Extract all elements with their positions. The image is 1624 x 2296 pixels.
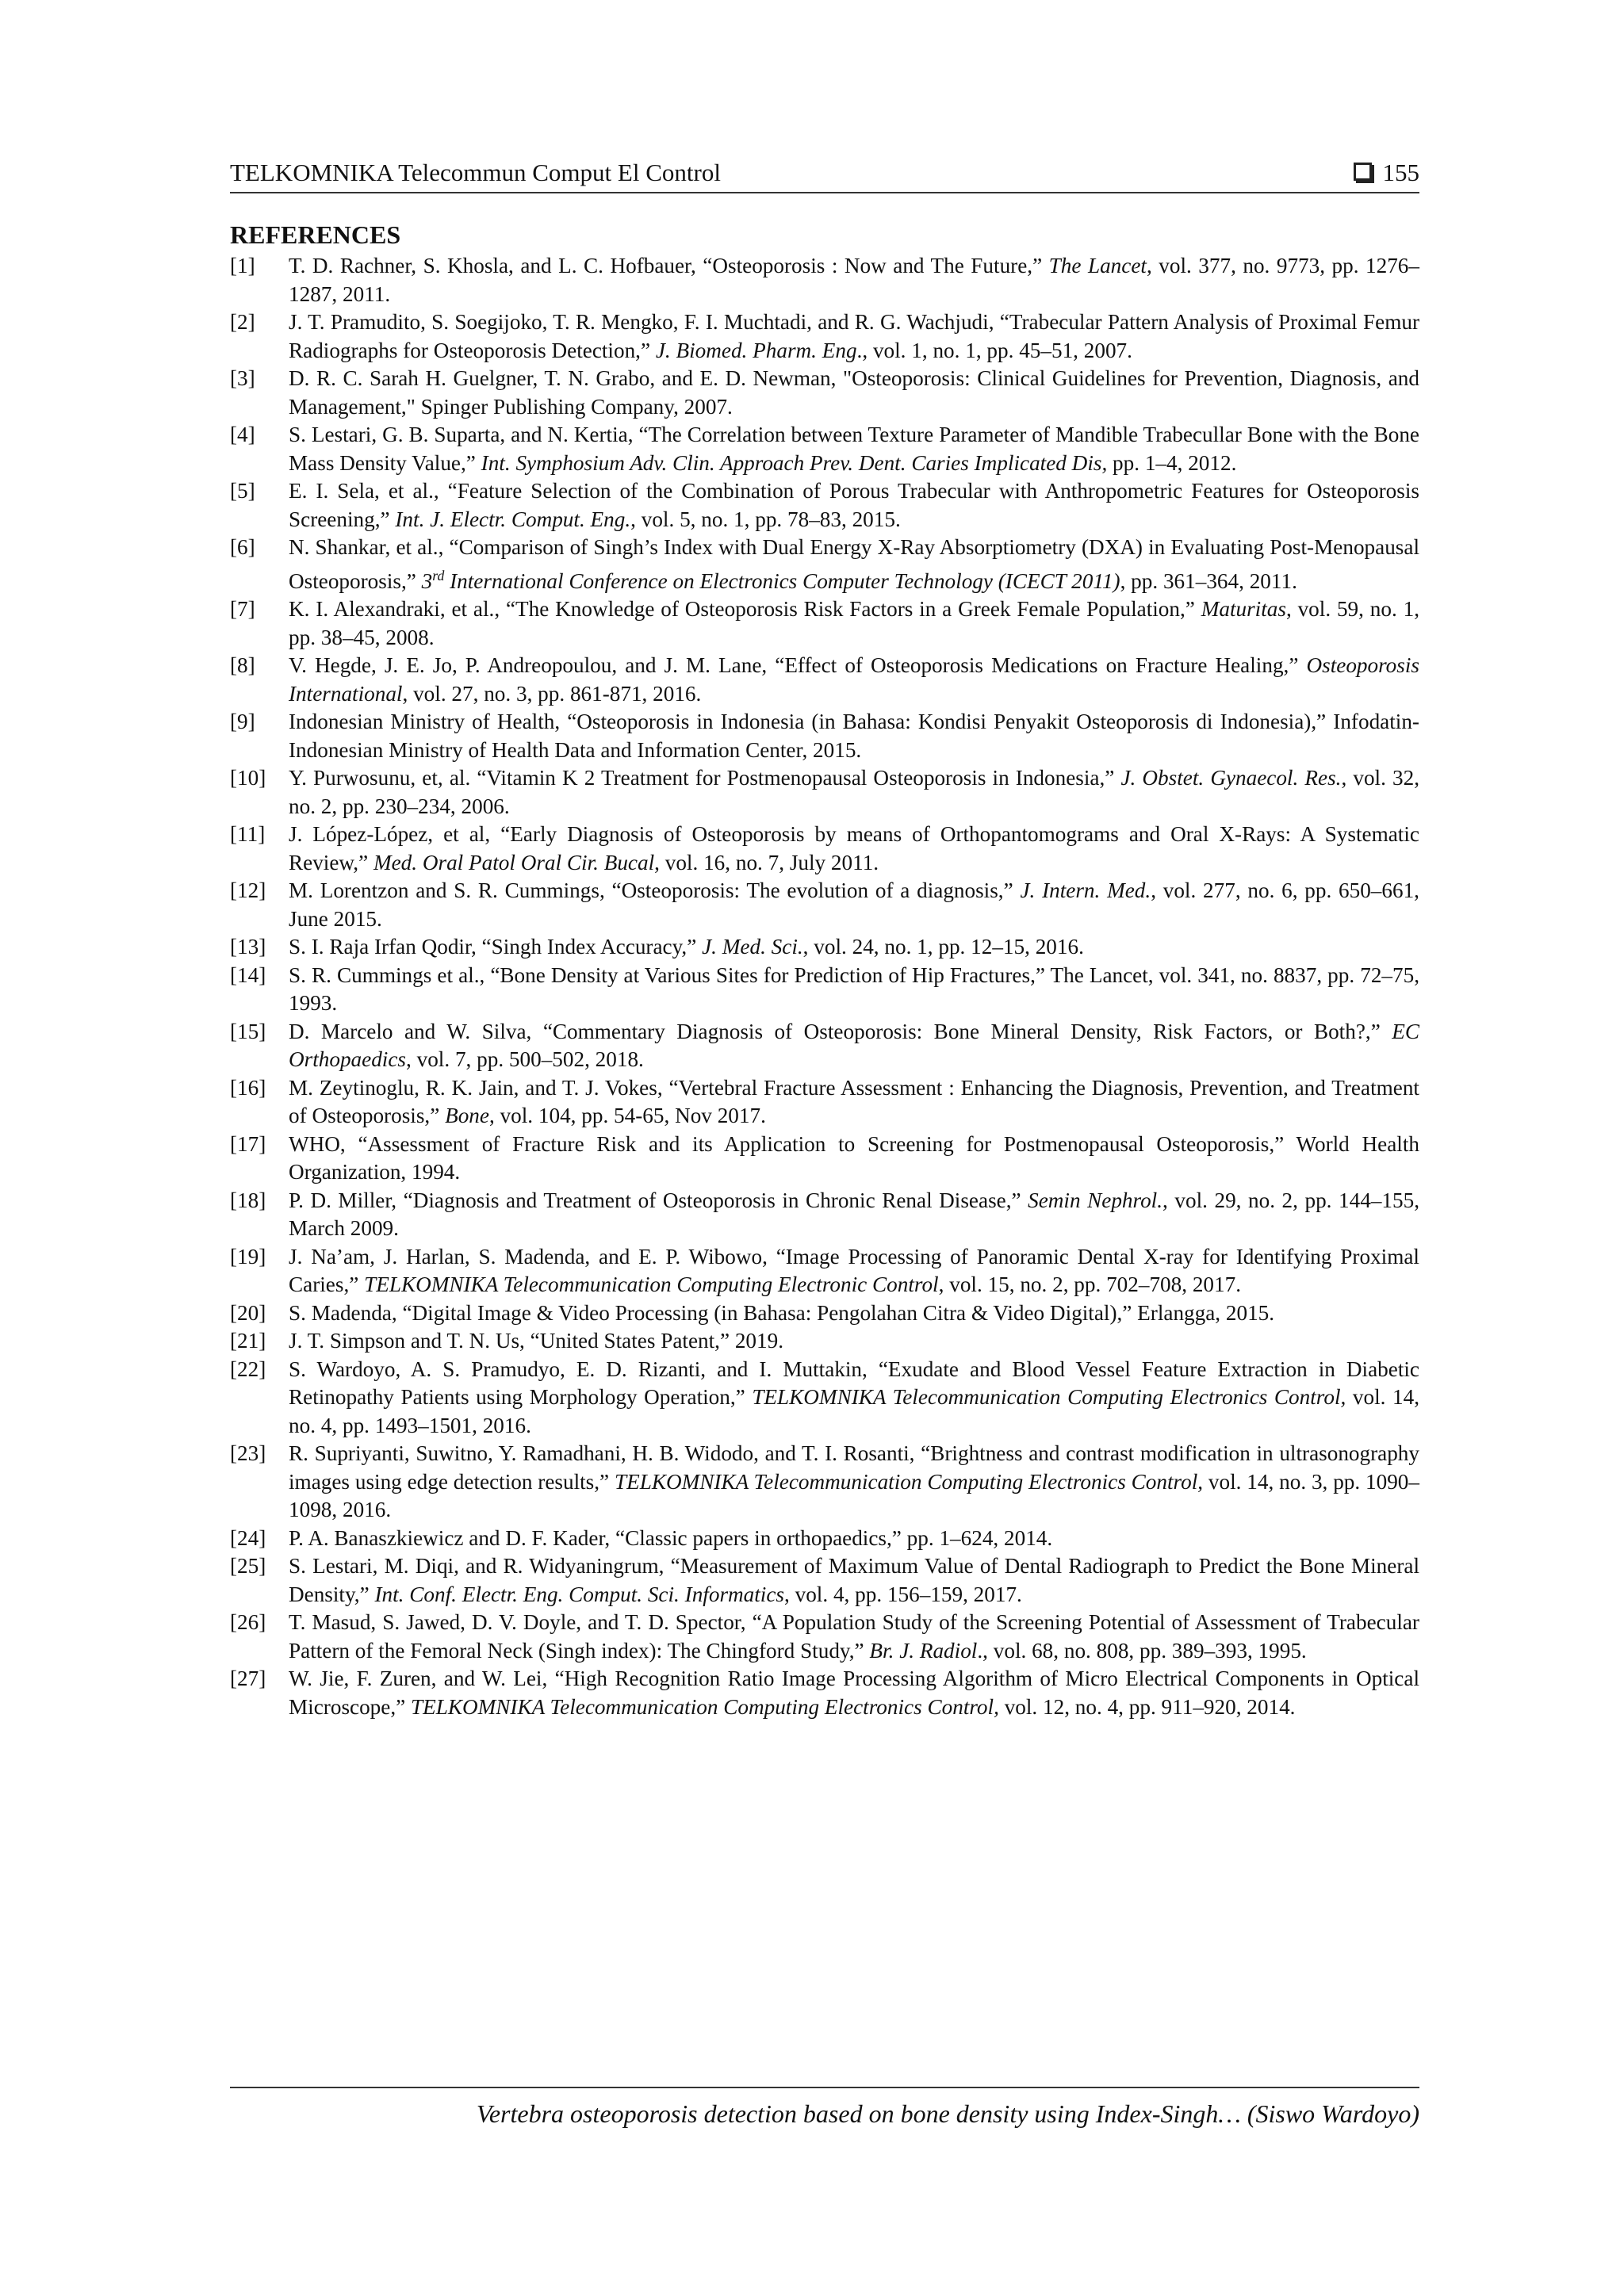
- reference-item: [230, 1552, 1419, 1609]
- reference-item: [230, 1440, 1419, 1525]
- reference-segment: E. I. Sela, et al., “Feature Selection of the Combination of Porous Trabecular with Anthropometric Features for Osteoporosis Screening,”: [289, 479, 1419, 531]
- reference-venue: Int. Symphosium Adv. Clin. Approach Prev. Dent. Caries Implicated Dis,: [481, 450, 1108, 475]
- reference-item: [230, 652, 1419, 708]
- reference-item: [230, 1609, 1419, 1665]
- reference-venue: TELKOMNIKA Telecommunication Computing Electronics Control,: [614, 1469, 1204, 1494]
- reference-text: [289, 1074, 1419, 1131]
- reference-item: [230, 933, 1419, 962]
- reference-text: [289, 1525, 1419, 1553]
- reference-segment: K. I. Alexandraki, et al., “The Knowledge of Osteoporosis Risk Factors in a Greek Female Population,”: [289, 597, 1201, 622]
- reference-segment: , vol. 4, pp. 156–159, 2017.: [784, 1582, 1022, 1606]
- reference-venue: Int. Conf. Electr. Eng. Comput. Sci. Informatics: [374, 1582, 785, 1606]
- reference-number: [7]: [230, 597, 255, 622]
- reference-venue: Maturitas: [1201, 597, 1286, 622]
- reference-segment: , vol. 7, pp. 500–502, 2018.: [406, 1047, 644, 1072]
- reference-venue: International Conference on Electronics Computer Technology (ICECT 2011): [444, 568, 1120, 593]
- reference-segment: S. Wardoyo, A. S. Pramudyo, E. D. Rizanti, and I. Muttakin, “Exudate and Blood Vessel Feature Extraction in Diabetic Retinopathy Patients using Morphology Operation,”: [289, 1357, 1419, 1410]
- reference-item: [230, 1665, 1419, 1721]
- reference-segment: T. D. Rachner, S. Khosla, and L. C. Hofbauer, “Osteoporosis : Now and The Future,”: [289, 254, 1049, 277]
- square-box-icon: [1354, 163, 1372, 181]
- reference-number: [12]: [230, 878, 266, 903]
- reference-segment: N. Shankar, et al., “Comparison of Singh’s Index with Dual Energy X-Ray Absorptiometry (DXA) in Evaluating Post-Menopausal Osteoporosis,”: [289, 535, 1419, 593]
- reference-segment: , vol. 59, no. 1, pp. 38–45, 2008.: [289, 597, 1419, 649]
- reference-item: [230, 1243, 1419, 1299]
- page-number: 155: [1382, 159, 1419, 186]
- reference-number: [16]: [230, 1075, 266, 1100]
- reference-item: [230, 1525, 1419, 1553]
- reference-number: [9]: [230, 710, 255, 734]
- reference-segment: ., vol. 68, no. 808, pp. 389–393, 1995.: [977, 1638, 1307, 1663]
- reference-text: [289, 308, 1419, 365]
- reference-text: [289, 708, 1419, 764]
- reference-segment: M. Zeytinoglu, R. K. Jain, and T. J. Vokes, “Vertebral Fracture Assessment : Enhancing the Diagnosis, Prevention, and Treatment of Osteoporosis,”: [289, 1075, 1419, 1128]
- reference-segment: pp. 1–4, 2012.: [1107, 450, 1237, 475]
- reference-segment: WHO, “Assessment of Fracture Risk and its Application to Screening for Postmenopausal Osteoporosis,” World Health Organization, 1994.: [289, 1131, 1419, 1184]
- reference-item: [230, 1074, 1419, 1131]
- reference-text: [289, 1018, 1419, 1074]
- reference-segment: S. I. Raja Irfan Qodir, “Singh Index Accuracy,”: [289, 935, 703, 959]
- reference-item: [230, 1018, 1419, 1074]
- reference-number: [17]: [230, 1131, 266, 1156]
- reference-item: [230, 365, 1419, 421]
- reference-segment: J. T. Simpson and T. N. Us, “United States Patent,” 2019.: [289, 1329, 784, 1353]
- reference-text: [289, 1552, 1419, 1609]
- reference-segment: P. D. Miller, “Diagnosis and Treatment of Osteoporosis in Chronic Renal Disease,”: [289, 1188, 1028, 1212]
- reference-venue: J. Obstet. Gynaecol. Res.: [1120, 766, 1342, 790]
- reference-segment: J. Na’am, J. Harlan, S. Madenda, and E. P. Wibowo, “Image Processing of Panoramic Dental X-ray for Identifying Proximal Caries,”: [289, 1244, 1419, 1297]
- reference-venue: The Lancet: [1048, 254, 1147, 277]
- running-header: [230, 155, 1419, 193]
- reference-venue: J. Biomed. Pharm. Eng: [655, 338, 857, 362]
- reference-segment: Y. Purwosunu, et, al. “Vitamin K 2 Treatment for Postmenopausal Osteoporosis in Indonesia,”: [289, 766, 1121, 790]
- reference-venue: Semin Nephrol.: [1028, 1188, 1163, 1212]
- reference-number: [1]: [230, 254, 255, 277]
- reference-number: [14]: [230, 962, 266, 987]
- reference-segment: Indonesian Ministry of Health, “Osteoporosis in Indonesia (in Bahasa: Kondisi Penyakit Osteoporosis di Indonesia),” Infodatin-Indonesian Ministry of Health Data and Information Center, 2015.: [289, 710, 1419, 762]
- reference-segment: S. Lestari, G. B. Suparta, and N. Kertia, “The Correlation between Texture Parameter of Mandible Trabecullar Bone with the Bone Mass Density Value,”: [289, 423, 1419, 475]
- reference-segment: D. Marcelo and W. Silva, “Commentary Diagnosis of Osteoporosis: Bone Mineral Density, Risk Factors, or Both?,”: [289, 1019, 1392, 1043]
- reference-item: [230, 534, 1419, 595]
- reference-number: [10]: [230, 766, 266, 790]
- reference-segment: V. Hegde, J. E. Jo, P. Andreopoulou, and J. M. Lane, “Effect of Osteoporosis Medications on Fracture Healing,”: [289, 653, 1307, 678]
- references-list: [230, 252, 1419, 1721]
- reference-segment: T. Masud, S. Jawed, D. V. Doyle, and T. D. Spector, “A Population Study of the Screening Potential of Assessment of Trabecular Pattern of the Femoral Neck (Singh index): The Chingford Study,”: [289, 1610, 1419, 1663]
- reference-segment: , vol. 16, no. 7, July 2011.: [654, 850, 879, 874]
- reference-venue: 3: [421, 568, 433, 593]
- reference-text: [289, 877, 1419, 933]
- reference-number: [26]: [230, 1610, 266, 1635]
- reference-item: [230, 708, 1419, 764]
- reference-number: [2]: [230, 310, 255, 334]
- reference-item: [230, 1327, 1419, 1356]
- reference-venue: TELKOMNIKA Telecommunication Computing Electronics Control,: [411, 1694, 999, 1719]
- reference-number: [5]: [230, 479, 255, 503]
- reference-item: [230, 1131, 1419, 1187]
- reference-venue: Med. Oral Patol Oral Cir. Bucal: [373, 850, 655, 874]
- reference-venue: Br. J. Radiol: [869, 1638, 978, 1663]
- reference-item: [230, 252, 1419, 308]
- reference-segment: , vol. 24, no. 1, pp. 12–15, 2016.: [802, 935, 1084, 959]
- reference-number: [20]: [230, 1300, 266, 1325]
- reference-venue: TELKOMNIKA Telecommunication Computing Electronic Control: [364, 1272, 939, 1297]
- reference-item: [230, 308, 1419, 365]
- reference-segment: J. López-López, et al, “Early Diagnosis of Osteoporosis by means of Orthopantomograms and Oral X-Rays: A Systematic Review,”: [289, 822, 1419, 874]
- reference-venue: J. Intern. Med.: [1020, 878, 1151, 903]
- reference-item: [230, 595, 1419, 652]
- page-number-group: [1354, 159, 1420, 187]
- reference-text: [289, 962, 1419, 1018]
- reference-venue: Osteoporosis International: [289, 653, 1419, 706]
- reference-text: [289, 1327, 1419, 1356]
- reference-number: [24]: [230, 1525, 266, 1550]
- reference-segment: , vol. 32, no. 2, pp. 230–234, 2006.: [289, 766, 1419, 818]
- reference-item: [230, 1356, 1419, 1441]
- reference-item: [230, 421, 1419, 477]
- reference-text: [289, 764, 1419, 821]
- reference-text: [289, 1665, 1419, 1721]
- reference-number: [4]: [230, 423, 255, 446]
- reference-venue: Bone: [445, 1104, 489, 1128]
- reference-number: [23]: [230, 1441, 266, 1466]
- reference-number: [6]: [230, 535, 255, 559]
- reference-number: [21]: [230, 1329, 266, 1353]
- reference-segment: J. T. Pramudito, S. Soegijoko, T. R. Mengko, F. I. Muchtadi, and R. G. Wachjudi, “Trabecular Pattern Analysis of Proximal Femur Radiographs for Osteoporosis Detection,”: [289, 310, 1419, 362]
- reference-segment: vol. 12, no. 4, pp. 911–920, 2014.: [998, 1694, 1296, 1719]
- reference-segment: vol. 14, no. 3, pp. 1090–1098, 2016.: [289, 1469, 1419, 1522]
- reference-item: [230, 877, 1419, 933]
- reference-segment: W. Jie, F. Zuren, and W. Lei, “High Recognition Ratio Image Processing Algorithm of Micro Electrical Components in Optical Microscope,”: [289, 1667, 1419, 1719]
- reference-text: [289, 1440, 1419, 1525]
- reference-text: [289, 1187, 1419, 1243]
- reference-segment: M. Lorentzon and S. R. Cummings, “Osteoporosis: The evolution of a diagnosis,”: [289, 878, 1021, 903]
- reference-text: [289, 1243, 1419, 1299]
- reference-segment: P. A. Banaszkiewicz and D. F. Kader, “Classic papers in orthopaedics,” pp. 1–624, 2014.: [289, 1525, 1053, 1550]
- reference-venue: EC Orthopaedics: [289, 1019, 1419, 1072]
- reference-text: [289, 595, 1419, 652]
- reference-segment: , vol. 5, no. 1, pp. 78–83, 2015.: [630, 507, 901, 531]
- reference-number: [25]: [230, 1554, 266, 1578]
- reference-item: [230, 821, 1419, 877]
- reference-text: [289, 1299, 1419, 1328]
- reference-text: [289, 933, 1419, 962]
- reference-text: [289, 421, 1419, 477]
- reference-text: [289, 821, 1419, 877]
- reference-segment: , vol. 277, no. 6, pp. 650–661, June 2015.: [289, 878, 1419, 931]
- reference-number: [27]: [230, 1667, 266, 1691]
- reference-number: [3]: [230, 366, 255, 390]
- reference-item: [230, 477, 1419, 534]
- reference-segment: , vol. 27, no. 3, pp. 861-871, 2016.: [402, 681, 702, 706]
- reference-segment: S. Lestari, M. Diqi, and R. Widyaningrum, “Measurement of Maximum Value of Dental Radiograph to Predict the Bone Mineral Density,”: [289, 1554, 1419, 1606]
- reference-item: [230, 1299, 1419, 1328]
- reference-text: [289, 1356, 1419, 1441]
- reference-text: [289, 1609, 1419, 1665]
- running-footer: Vertebra osteoporosis detection based on bone density using Index-Singh… (Siswo Wardoyo): [230, 2087, 1419, 2129]
- reference-segment: , vol. 29, no. 2, pp. 144–155, March 2009.: [289, 1188, 1419, 1241]
- reference-segment: vol. 14, no. 4, pp. 1493–1501, 2016.: [289, 1385, 1419, 1437]
- reference-segment: S. R. Cummings et al., “Bone Density at Various Sites for Prediction of Hip Fractures,” The Lancet, vol. 341, no. 8837, pp. 72–75, 1993.: [289, 962, 1419, 1016]
- reference-segment: ., vol. 1, no. 1, pp. 45–51, 2007.: [856, 338, 1132, 362]
- reference-segment: , vol. 104, pp. 54-65, Nov 2017.: [488, 1104, 766, 1128]
- reference-venue: TELKOMNIKA Telecommunication Computing Electronics Control,: [752, 1385, 1346, 1410]
- reference-item: [230, 764, 1419, 821]
- reference-number: [11]: [230, 822, 266, 847]
- reference-number: [15]: [230, 1019, 266, 1043]
- reference-venue: Int. J. Electr. Comput. Eng.: [395, 507, 631, 531]
- reference-item: [230, 962, 1419, 1018]
- reference-venue: rd: [432, 567, 445, 584]
- reference-segment: S. Madenda, “Digital Image & Video Processing (in Bahasa: Pengolahan Citra & Video Digital),” Erlangga, 2015.: [289, 1300, 1275, 1325]
- reference-segment: , vol. 15, no. 2, pp. 702–708, 2017.: [938, 1272, 1242, 1297]
- reference-segment: R. Supriyanti, Suwitno, Y. Ramadhani, H. B. Widodo, and T. I. Rosanti, “Brightness and contrast modification in ultrasonography images using edge detection results,”: [289, 1441, 1419, 1494]
- reference-text: [289, 652, 1419, 708]
- reference-segment: , vol. 377, no. 9773, pp. 1276–1287, 2011.: [289, 254, 1419, 306]
- reference-number: [13]: [230, 935, 266, 959]
- reference-text: [289, 365, 1419, 421]
- reference-venue: J. Med. Sci.: [702, 935, 803, 959]
- reference-text: [289, 1131, 1419, 1187]
- reference-text: [289, 534, 1419, 595]
- reference-segment: , pp. 361–364, 2011.: [1120, 568, 1297, 593]
- reference-text: [289, 477, 1419, 534]
- reference-segment: D. R. C. Sarah H. Guelgner, T. N. Grabo, and E. D. Newman, "Osteoporosis: Clinical Guidelines for Prevention, Diagnosis, and Management," Spinger Publishing Company, 2007.: [289, 366, 1419, 419]
- reference-number: [18]: [230, 1188, 266, 1212]
- reference-number: [19]: [230, 1244, 266, 1269]
- references-heading: REFERENCES: [230, 220, 401, 249]
- reference-number: [8]: [230, 653, 255, 678]
- reference-text: [289, 252, 1419, 308]
- reference-number: [22]: [230, 1357, 266, 1381]
- reference-item: [230, 1187, 1419, 1243]
- journal-name: TELKOMNIKA Telecommun Comput El Control: [230, 159, 721, 186]
